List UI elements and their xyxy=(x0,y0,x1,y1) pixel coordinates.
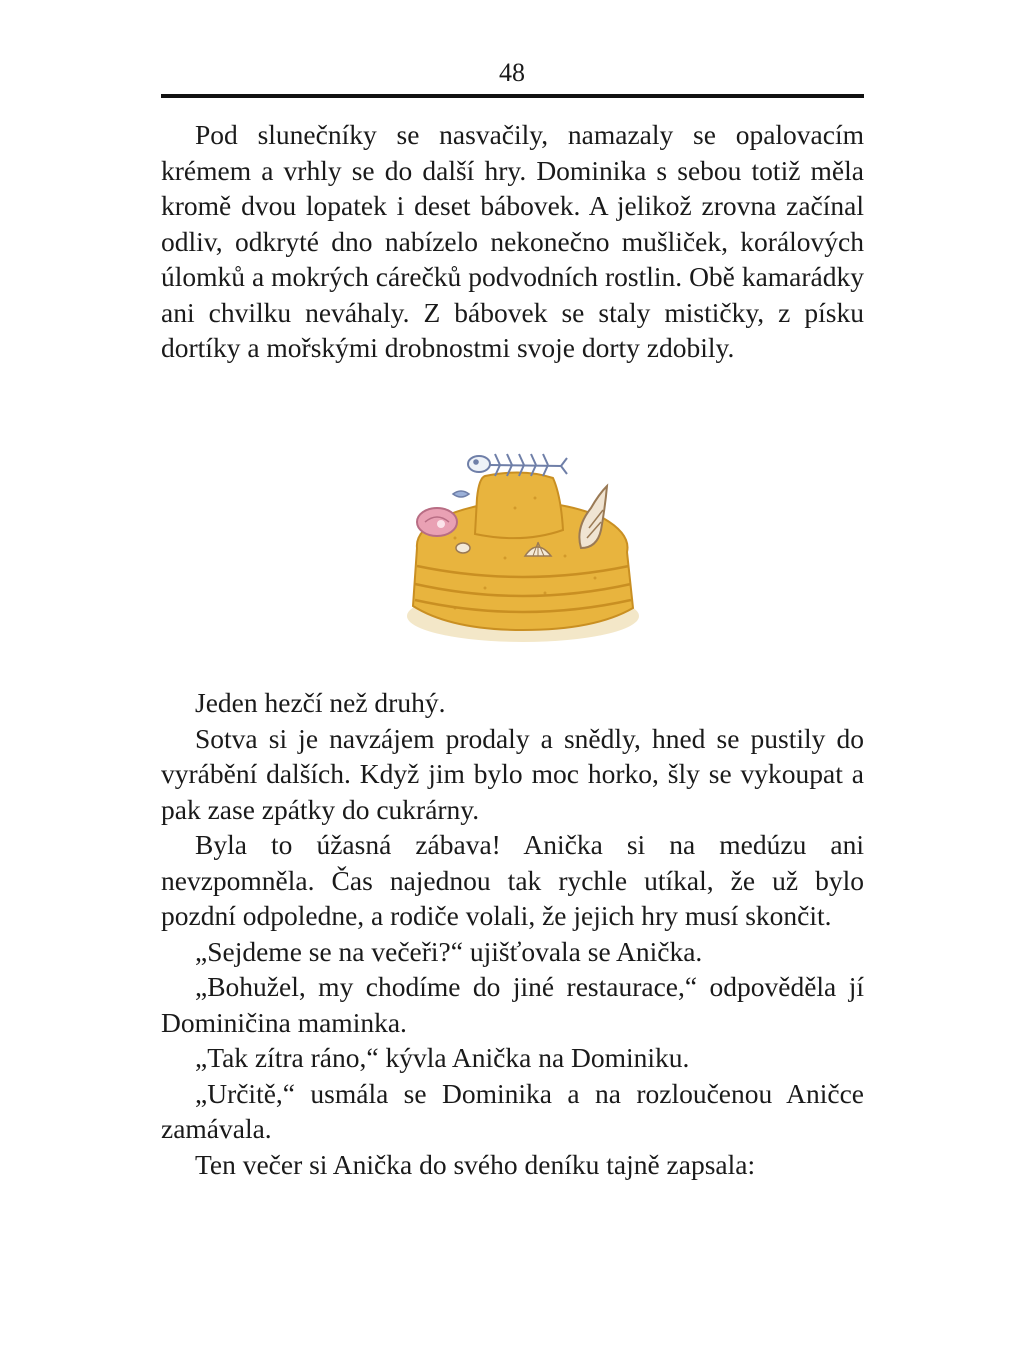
paragraph: Pod slunečníky se nasvačily, namazaly se opalovacím krémem a vrhly se do další hry. Dominika s sebou totiž měla kromě dvou lopatek i deset bábovek. A jelikož zrovna začínal odliv, odkryté dno nabízelo nekonečno mušliček, korálových úlomků a mokrých cárečků podvodních rostlin. Obě kamarádky ani chvilku neváhaly. Z bábovek se staly mističky, z písku dortíky a mořskými drobnostmi svoje dorty zdobily. xyxy=(161,119,864,363)
dialogue-line: „Sejdeme se na večeři?“ ujišťovala se Anička. xyxy=(195,935,703,967)
pink-shell-decoration xyxy=(417,508,457,536)
paragraph: Ten večer si Anička do svého deníku tajně zapsala: xyxy=(195,1148,756,1180)
dialogue-line: „Určitě,“ usmála se Dominika a na rozloučenou Aničce zamávala. xyxy=(161,1077,864,1144)
text-block-bottom xyxy=(161,685,864,1182)
page-number: 48 xyxy=(499,58,525,87)
text-block-top xyxy=(161,117,864,366)
dialogue-line: „Tak zítra ráno,“ kývla Anička na Dominiku. xyxy=(195,1042,690,1073)
sand-cake-illustration xyxy=(395,438,645,648)
small-shell xyxy=(456,543,470,553)
header-rule xyxy=(161,94,864,98)
small-fish xyxy=(453,491,469,497)
paragraph: Jeden hezčí než druhý. xyxy=(195,687,446,718)
sand-cake-top xyxy=(475,472,563,538)
paragraph: Sotva si je navzájem prodaly a snědly, hned se pustily do vyrábění dalších. Když jim bylo moc horko, šly se vykoupat a pak zase zpátky do cukrárny. xyxy=(161,722,864,825)
paragraph: Byla to úžasná zábava! Anička si na medúzu ani nevzpomněla. Čas najednou tak rychle utíkal, že už bylo pozdní odpoledne, a rodiče volali, že jejich hry musí skončit. xyxy=(161,829,864,931)
dialogue-line: „Bohužel, my chodíme do jiné restaurace,“ odpověděla jí Dominičina maminka. xyxy=(161,971,864,1038)
